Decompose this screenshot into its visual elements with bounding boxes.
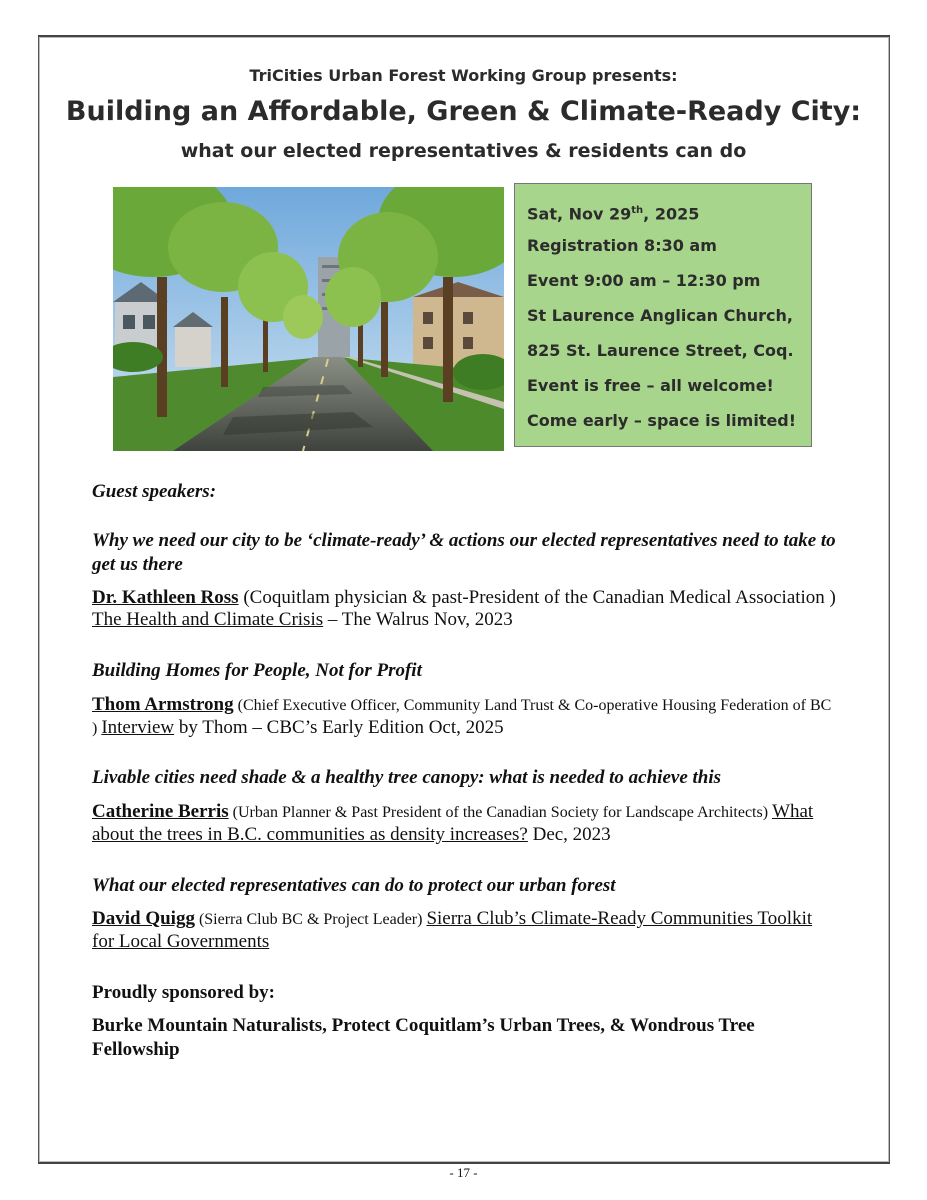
speaker-name: Catherine Berris [92, 801, 229, 822]
speaker-source: Dec, 2023 [527, 824, 611, 845]
speaker-topic: Building Homes for People, Not for Profit [92, 660, 422, 681]
event-subtitle: what our elected representatives & residents can do [180, 140, 747, 162]
speaker-article-link[interactable]: The Health and Climate Crisis [92, 609, 324, 630]
event-registration: Registration 8:30 am [527, 236, 717, 255]
speaker-source: by Thom – CBC’s Early Edition Oct, 2025 [174, 717, 504, 738]
event-address: 825 St. Laurence Street, Coq. [527, 341, 794, 360]
speaker-role: (Sierra Club BC & Project Leader) [194, 911, 427, 928]
guest-speakers-heading: Guest speakers: [92, 481, 217, 502]
speaker-entry [92, 694, 837, 740]
event-title: Building an Affordable, Green & Climate-Ready City: [65, 96, 862, 127]
speaker-name: Thom Armstrong [92, 694, 234, 715]
speaker-toolkit-link[interactable]: Sierra Club’s Climate-Ready Communities Toolkit for Local Governments [92, 908, 813, 952]
speaker-entry [92, 801, 837, 846]
speaker-source: – The Walrus Nov, 2023 [323, 609, 513, 630]
event-date: Sat, Nov 29th, 2025 [527, 204, 700, 224]
event-time: Event 9:00 am – 12:30 pm [527, 271, 761, 290]
speaker-role: (Coquitlam physician & past-President of the Canadian Medical Association ) [238, 587, 836, 608]
speaker-topic: What our elected representatives can do to protect our urban forest [92, 875, 616, 896]
speaker-interview-link[interactable]: Interview [101, 717, 175, 738]
speaker-entry [92, 587, 837, 631]
event-details-box [514, 183, 812, 447]
speaker-role: (Chief Executive Officer, Community Land Trust & Co-operative Housing Federation of BC ) [92, 697, 832, 737]
speaker-topic: Why we need our city to be ‘climate-ready’ & actions our elected representatives need to take to get us there [92, 530, 836, 575]
tree-lined-street-photo [113, 187, 504, 451]
event-free-note: Event is free – all welcome! [527, 376, 774, 395]
speaker-topic: Livable cities need shade & a healthy tree canopy: what is needed to achieve this [92, 767, 722, 788]
page-number: - 17 - [449, 1165, 478, 1180]
sponsor-heading: Proudly sponsored by: [92, 982, 276, 1003]
presenter-line: TriCities Urban Forest Working Group presents: [249, 66, 678, 85]
speaker-name: Dr. Kathleen Ross [92, 587, 239, 608]
speaker-name: David Quigg [92, 908, 195, 929]
sponsor-list: Burke Mountain Naturalists, Protect Coquitlam’s Urban Trees, & Wondrous Tree Fellowship [92, 1015, 755, 1060]
speaker-entry [92, 908, 837, 953]
event-early-note: Come early – space is limited! [527, 411, 797, 430]
speaker-article-link[interactable]: What about the trees in B.C. communities as density increases? [92, 801, 814, 845]
speaker-role: (Urban Planner & Past President of the Canadian Society for Landscape Architects) [228, 804, 773, 821]
event-venue: St Laurence Anglican Church, [527, 306, 793, 325]
